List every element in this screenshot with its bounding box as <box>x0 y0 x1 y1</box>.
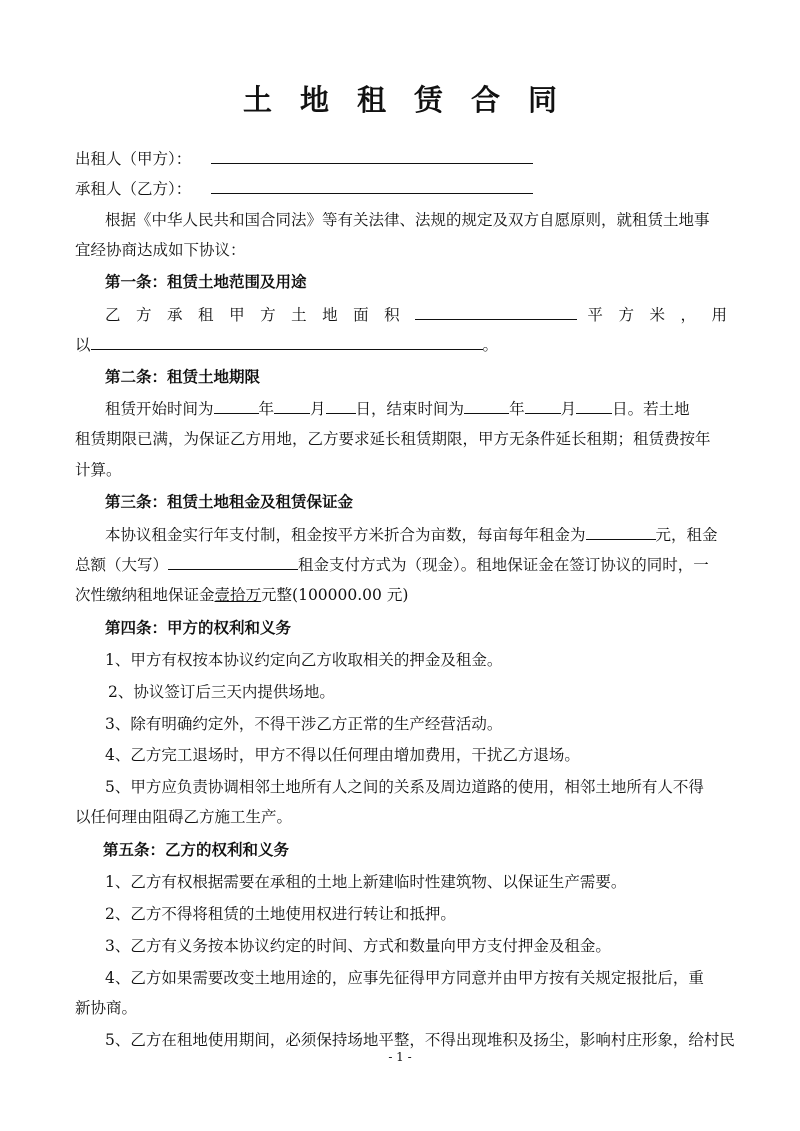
lessee-label: 承租人（乙方）： <box>75 180 192 198</box>
article-4-item-5: 5、甲方应负责协调相邻土地所有人之间的关系及周边道路的使用，相邻土地所有人不得 <box>105 778 704 796</box>
article-5-item-4: 4、乙方如果需要改变土地用途的，应事先征得甲方同意并由甲方按有关规定报批后，重 <box>105 969 704 987</box>
area-blank[interactable] <box>415 303 577 320</box>
start-day-blank[interactable] <box>326 397 356 414</box>
article-4-heading: 第四条：甲方的权利和义务 <box>105 618 292 637</box>
total-amount-blank[interactable] <box>168 553 298 570</box>
article-3-line-1 <box>105 523 727 546</box>
article-4-item-1: 1、甲方有权按本协议约定向乙方收取相关的押金及租金。 <box>105 651 503 669</box>
start-month-label: 月 <box>310 400 326 418</box>
start-year-label: 年 <box>258 400 275 418</box>
end-day-tail: 日。若土地 <box>612 400 690 418</box>
start-month-blank[interactable] <box>274 397 310 414</box>
start-year-blank[interactable] <box>214 397 259 414</box>
end-year-label: 年 <box>509 400 525 418</box>
article-4-item-5-cont: 以任何理由阻碍乙方施工生产。 <box>75 808 293 826</box>
article-5-item-5: 5、乙方在租地使用期间，必须保持场地平整，不得出现堆积及扬尘，影响村庄形象，给村民 <box>105 1031 735 1049</box>
article-1-line-1 <box>105 303 727 326</box>
area-unit: 平 方 米 ， 用 <box>587 306 727 324</box>
article-4-item-2: 2、协议签订后三天内提供场地。 <box>108 683 335 701</box>
article-5-item-3: 3、乙方有义务按本协议约定的时间、方式和数量向甲方支付押金及租金。 <box>105 937 611 955</box>
article-5-item-1: 1、乙方有权根据需要在承租的土地上新建临时性建筑物、以保证生产需要。 <box>105 873 627 891</box>
purpose-end: 。 <box>482 336 499 354</box>
article-1-heading: 第一条：租赁土地范围及用途 <box>105 272 307 291</box>
rent-unit: 元，租金 <box>655 526 718 544</box>
end-year-blank[interactable] <box>464 397 509 414</box>
preamble-line-2: 宜经协商达成如下协议： <box>75 241 246 259</box>
deposit-label: 次性缴纳租地保证金 <box>75 586 215 604</box>
article-2-heading: 第二条：租赁土地期限 <box>105 367 261 386</box>
article-3-line-3 <box>75 584 727 606</box>
article-5-item-2: 2、乙方不得将租赁的土地使用权进行转让和抵押。 <box>105 905 456 923</box>
article-3-line-2 <box>75 553 727 576</box>
page-number: - 1 - <box>388 1050 412 1064</box>
article-1-line-2 <box>75 333 727 356</box>
end-month-label: 月 <box>560 400 577 418</box>
article-4-item-4: 4、乙方完工退场时，甲方不得以任何理由增加费用，干扰乙方退场。 <box>105 746 580 764</box>
rent-label: 本协议租金实行年支付制，租金按平方米折合为亩数，每亩每年租金为 <box>105 526 586 544</box>
article-2-line-1 <box>105 397 727 420</box>
document-title: 土地租赁合同 <box>242 83 585 117</box>
lessee-blank[interactable] <box>211 177 533 194</box>
end-day-blank[interactable] <box>576 397 612 414</box>
lessor-blank[interactable] <box>211 147 533 164</box>
article-3-heading: 第三条：租赁土地租金及租赁保证金 <box>105 492 354 511</box>
lessor-label: 出租人（甲方）： <box>75 150 192 168</box>
article-2-line-2: 租赁期限已满，为保证乙方用地，乙方要求延长租赁期限，甲方无条件延长租期；租赁费按年 <box>75 430 711 448</box>
payment-text: 租金支付方式为（现金）。租地保证金在签订协议的同时，一 <box>298 556 709 574</box>
lessee-line <box>75 177 727 200</box>
article-5-item-4-cont: 新协商。 <box>75 999 138 1017</box>
purpose-label: 以 <box>75 336 91 354</box>
article-5-heading: 第五条：乙方的权利和义务 <box>103 840 290 859</box>
article-4-item-3: 3、除有明确约定外，不得干涉乙方正常的生产经营活动。 <box>105 715 503 733</box>
purpose-blank[interactable] <box>91 333 483 350</box>
start-label: 租赁开始时间为 <box>105 400 214 418</box>
article-2-line-3: 计算。 <box>75 461 122 479</box>
deposit-suffix: 元整(100000.00 元) <box>261 586 409 604</box>
area-label: 乙 方 承 租 甲 方 土 地 面 积 <box>105 306 405 324</box>
preamble-line-1: 根据《中华人民共和国合同法》等有关法律、法规的规定及双方自愿原则，就租赁土地事 <box>105 211 710 229</box>
end-label: 日，结束时间为 <box>355 400 465 418</box>
rent-per-mu-blank[interactable] <box>586 523 656 540</box>
deposit-amount: 壹拾万 <box>214 586 262 604</box>
end-month-blank[interactable] <box>525 397 561 414</box>
lessor-line <box>75 147 727 170</box>
total-label: 总额（大写） <box>75 556 169 574</box>
